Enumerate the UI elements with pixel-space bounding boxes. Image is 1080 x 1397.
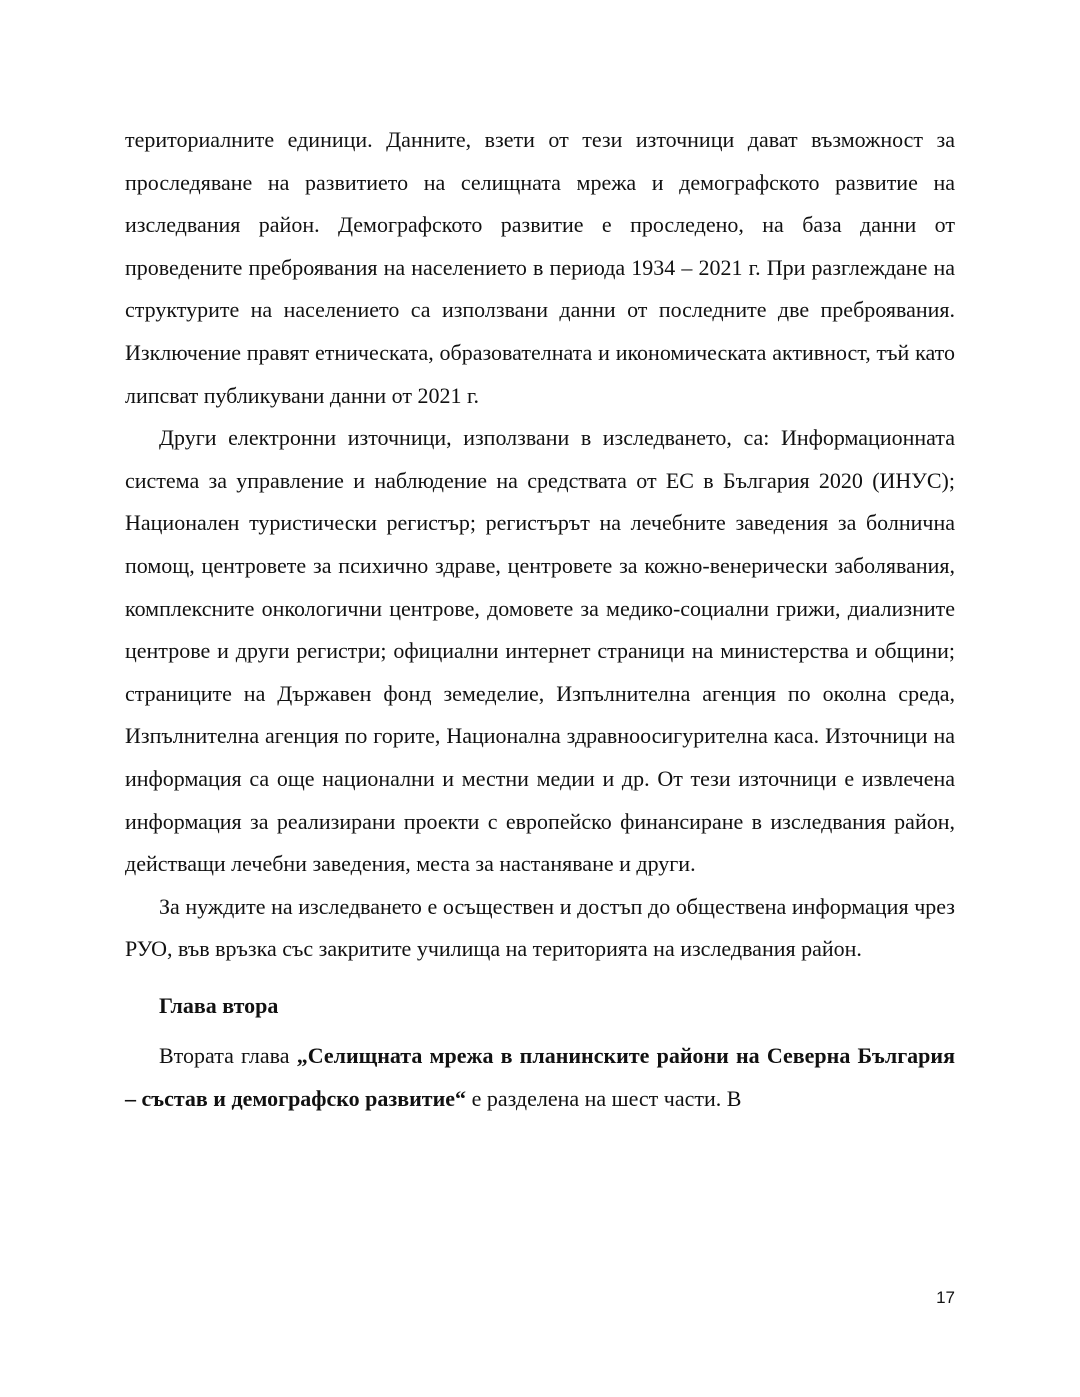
- chapter-heading: Глава втора: [159, 992, 279, 1018]
- chapter-title-bold: „Селищната мрежа в планинските райони на Северна България – състав и демографско развитие“: [125, 1043, 955, 1112]
- paragraph-chapter-two: [125, 1035, 955, 1120]
- chapter-lead-text: Втората глава: [159, 1043, 297, 1069]
- paragraph-sources-continuation: териториалните единици. Данните, взети от тези източници дават възможност за проследяване на развитието на селищната мрежа и демографското развитие на изследвания район. Демографското развитие е проследено, на база данни от проведените преброявания на населението в периода 1934 – 2021 г. При разглеждане на структурите на населението са използвани данни от последните две преброявания. Изключение правят етническата, образователната и икономическата активност, тъй като липсват публикувани данни от 2021 г.: [125, 127, 955, 408]
- paragraph-public-information: За нуждите на изследването е осъществен и достъп до обществена информация чрез РУО, във връзка със закритите училища на територията на изследвания район.: [125, 893, 955, 962]
- paragraph-electronic-sources: Други електронни източници, използвани в изследването, са: Информационната система за управление и наблюдение на средствата от ЕС в България 2020 (ИНУС); Национален туристически регистър; регистърът на лечебните заведения за болнична помощ, центровете за психично здраве, центровете за кожно-венерически заболявания, комплексните онкологични центрове, домовете за медико-социални грижи, диализните центрове и други регистри; официални интернет страници на министерства и общини; страниците на Държавен фонд земеделие, Изпълнителна агенция по околна среда, Изпълнителна агенция по горите, Национална здравноосигурителна каса. Източници на информация са още национални и местни медии и др. От тези източници е извлечена информация за реализирани проекти с европейско финансиране в изследвания район, действащи лечебни заведения, места за настаняване и други.: [125, 425, 955, 877]
- page-number: 17: [936, 1288, 955, 1307]
- document-page: [125, 119, 955, 1121]
- chapter-tail-text: е разделена на шест части. В: [466, 1086, 742, 1112]
